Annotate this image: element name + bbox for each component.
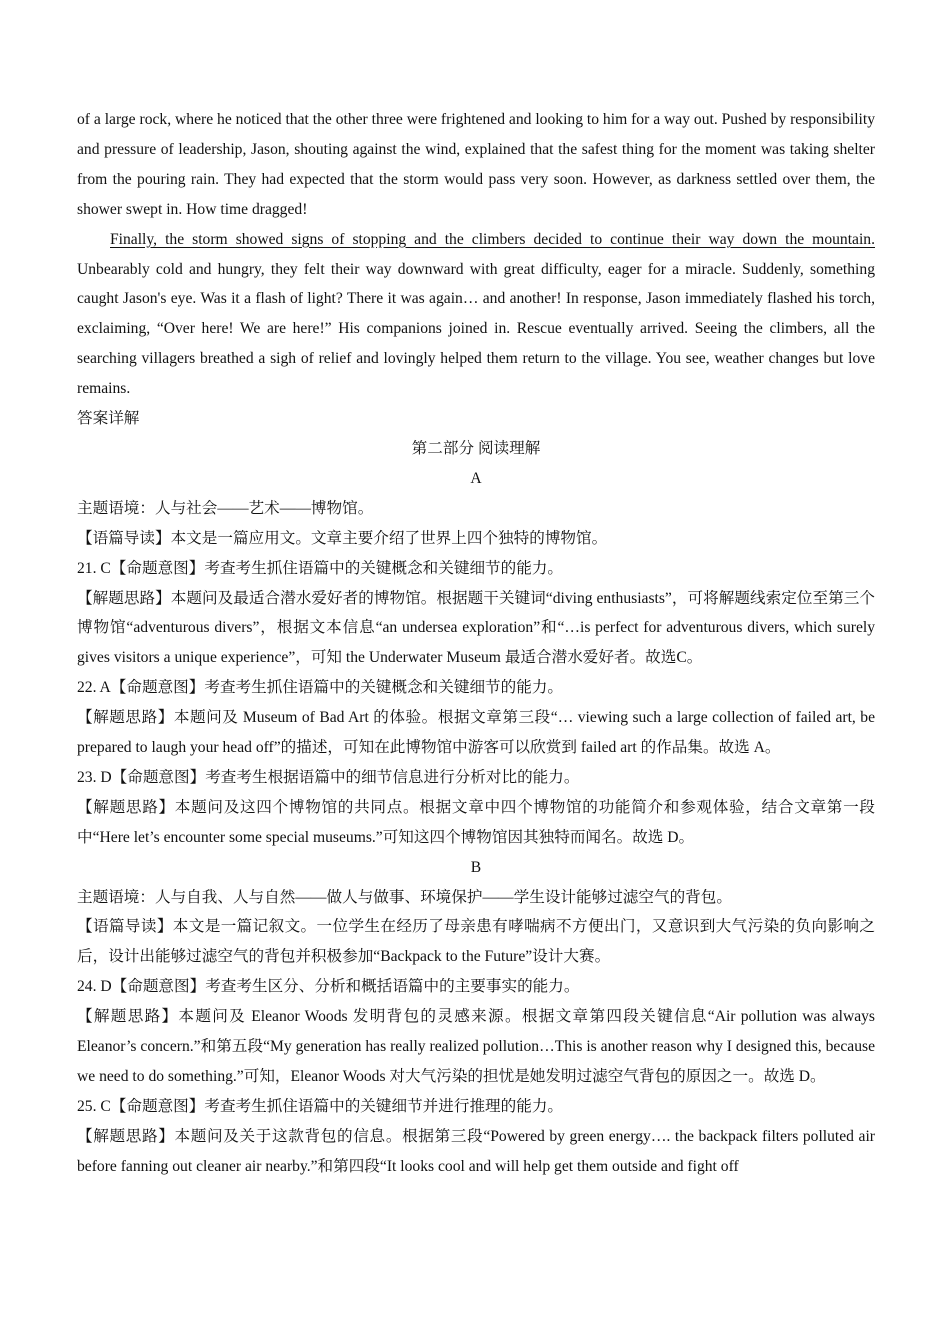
q24-explanation: 【解题思路】本题问及 Eleanor Woods 发明背包的灵感来源。根据文章第四段关键信息“Air pollution was always Eleanor’s concern.”和第五段“My generation has really realized pollution…This is another reason why I designed this, because we need to do something.”可知，Eleanor Woods 对大气污染的担忧是她发明过滤空气背包的原因之一。故选 D。 xyxy=(77,1008,875,1085)
q25-explanation: 【解题思路】本题问及关于这款背包的信息。根据第三段“Powered by green energy…. the backpack filters polluted air before fanning out cleaner air nearby.”和第四段“It looks cool and will help get them outside and fight off xyxy=(77,1127,875,1175)
q25-title: 25. C【命题意图】考查考生抓住语篇中的关键细节并进行推理的能力。 xyxy=(77,1097,564,1115)
section-b-intro: 【语篇导读】本文是一篇记叙文。一位学生在经历了母亲患有哮喘病不方便出门，又意识到大气污染的负向影响之后，设计出能够过滤空气的背包并积极参加“Backpack to the Future”设计大赛。 xyxy=(77,918,875,966)
section-a-theme: 主题语境：人与社会——艺术——博物馆。 xyxy=(77,499,374,517)
q21-title: 21. C【命题意图】考查考生抓住语篇中的关键概念和关键细节的能力。 xyxy=(77,559,564,577)
part-title: 第二部分 阅读理解 xyxy=(411,439,541,457)
q21-explanation: 【解题思路】本题问及最适合潜水爱好者的博物馆。根据题干关键词“diving enthusiasts”，可将解题线索定位至第三个博物馆“adventurous divers”，根据文本信息“an undersea exploration”和“…is perfect for adventurous divers, which surely gives visitors a unique experience”，可知 the Underwater Museum 最适合潜水爱好者。故选C。 xyxy=(77,589,875,667)
story-paragraph-1: of a large rock, where he noticed that the other three were frightened and looking to him for a way out. Pushed by responsibility and pressure of leadership, Jason, shouting against the wind, explained that the safest thing for the moment was taking shelter from the pouring rain. They had expected that the storm would pass very soon. However, as darkness settled over them, the shower swept in. How time dragged! xyxy=(77,111,875,218)
section-b-letter: B xyxy=(470,858,482,876)
q23-title: 23. D【命题意图】考查考生根据语篇中的细节信息进行分析对比的能力。 xyxy=(77,768,580,786)
underlined-sentence: Finally, the storm showed signs of stopping and the climbers decided to continue their way down the mountain. xyxy=(110,230,875,248)
q24-title: 24. D【命题意图】考查考生区分、分析和概括语篇中的主要事实的能力。 xyxy=(77,978,580,996)
section-a-intro: 【语篇导读】本文是一篇应用文。文章主要介绍了世界上四个独特的博物馆。 xyxy=(77,529,608,547)
q22-title: 22. A【命题意图】考查考生抓住语篇中的关键概念和关键细节的能力。 xyxy=(77,679,564,697)
section-a-letter: A xyxy=(470,469,482,487)
section-b-theme: 主题语境：人与自我、人与自然——做人与做事、环境保护——学生设计能够过滤空气的背包。 xyxy=(77,888,732,906)
answers-heading: 答案详解 xyxy=(77,410,140,428)
story-paragraph-2-rest: Unbearably cold and hungry, they felt their way downward with great difficulty, eager for a miracle. Suddenly, something caught Jason's eye. Was it a flash of light? There it was again… and another! In response, Jason immediately flashed his torch, exclaiming, “Over here! We are here!” His companions joined in. Rescue eventually arrived. Seeing the climbers, all the searching villagers breathed a sigh of relief and lovingly helped them return to the village. You see, weather changes but love remains. xyxy=(77,260,875,398)
q22-explanation: 【解题思路】本题问及 Museum of Bad Art 的体验。根据文章第三段“… viewing such a large collection of failed art, be prepared to laugh your head off”的描述，可知在此博物馆中游客可以欣赏到 failed art 的作品集。故选 A。 xyxy=(77,709,875,757)
q23-explanation: 【解题思路】本题问及这四个博物馆的共同点。根据文章中四个博物馆的功能简介和参观体验，结合文章第一段中“Here let’s encounter some special museums.”可知这四个博物馆因其独特而闻名。故选 D。 xyxy=(77,798,875,846)
document-page xyxy=(77,105,875,1182)
story-paragraph-2 xyxy=(77,225,875,404)
